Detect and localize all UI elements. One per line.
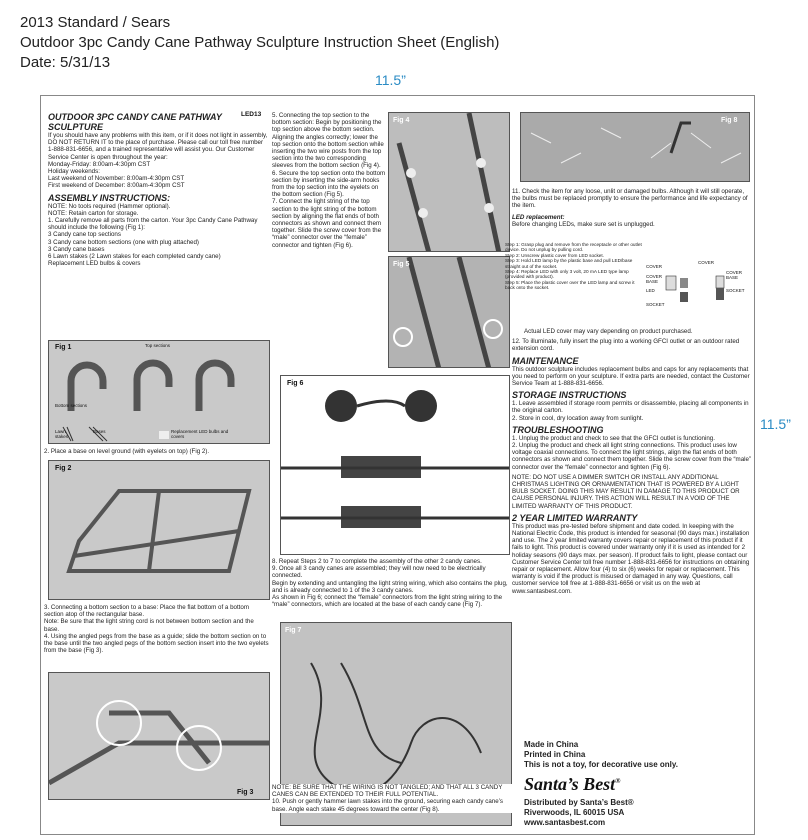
distributor-block bbox=[524, 798, 744, 828]
intro-text: If you should have any problems with this item, or if it does not light in assembly, DO NOT RETURN IT to the place of purchase. Please call our toll free number 1-888-831-6656, and a trained representative will assist you. Our Customer Service Center is open throughout the year: bbox=[48, 132, 268, 161]
fig6-label: Fig 6 bbox=[287, 380, 304, 387]
led-step-1: Step 1: Grasp plug and remove from the receptacle or other outlet device. Do not unplug by pulling cord. bbox=[505, 242, 642, 253]
step-9: 9. Once all 3 candy canes are assembled; they will now need to be electrically connected. bbox=[272, 565, 486, 580]
step-3: 3. Connecting a bottom section to a base: Place the flat bottom of a bottom section atop of the rectangular base. bbox=[44, 604, 249, 619]
step-2: 2. Place a base on level ground (with eyelets on top) (Fig 2). bbox=[44, 448, 210, 455]
step-12: 12. To illuminate, fully insert the plug into a working GFCI outlet or an outdoor rated extension cord. bbox=[512, 338, 740, 353]
hours-3: Last weekend of November: 8:00am-4:30pm CST bbox=[48, 175, 185, 183]
step-7: 7. Connect the light string of the top section to the light string of the bottom section by aligning the flat ends of both connectors as shown and connect them together. Slide the screw cover from the “male” connector over the “female” connector and tighten (Fig 6). bbox=[272, 198, 382, 249]
assembly-heading: ASSEMBLY INSTRUCTIONS: bbox=[48, 192, 171, 203]
step-10: 10. Push or gently hammer lawn stakes into the ground, securing each candy cane’s base. Angle each stake 45 degrees toward the center (Fig 8). bbox=[272, 798, 504, 813]
fig4-label: Fig 4 bbox=[393, 117, 410, 124]
brand-registered: ® bbox=[615, 777, 621, 785]
diag-socket-label-2: SOCKET bbox=[726, 288, 745, 293]
led-step-3: Step 3: Hold LED lamp by the plastic base and pull LED/base straight out of the socket. bbox=[505, 258, 633, 269]
fig2-label: Fig 2 bbox=[55, 465, 72, 472]
figure-2 bbox=[48, 460, 270, 600]
steps-3-4-block bbox=[44, 604, 270, 654]
led-heading: LED replacement: bbox=[512, 213, 565, 221]
fig5-illustration bbox=[389, 257, 510, 368]
hours-2: Holiday weekends: bbox=[48, 168, 100, 176]
hours-1: Monday-Friday: 8:00am-4:30pm CST bbox=[48, 160, 151, 168]
fig1-lawn-stakes: Lawn stakes bbox=[55, 429, 69, 439]
warranty-text: This product was pre-tested before shipment and date coded. In keeping with the National Electric Code, this product is intended for seasonal (90 days max.) installation and use. The 2 year limited warranty covers repair or replacement of this product if it fails to light. This product is covered under warranty only if it is used as intended for 2 holiday seasons (90 days max. per season). If product fails to light, please contact our Customer Service Center toll free number 1-888-831-6656 for instructions on obtaining repair or replacement. Allow four (4) to six (6) weeks for repair or replacement. This warranty is void if the product is misused or damaged in any way. Questions, call customer service toll free at 1-888-831-6656 or visit us on the web at www.santasbest.com. bbox=[512, 522, 750, 595]
step-2-block bbox=[44, 448, 270, 455]
led-steps bbox=[505, 242, 645, 291]
width-dimension-label: 11.5” bbox=[375, 72, 406, 88]
troubleshooting-1: 1. Unplug the product and check to see that the GFCI outlet is functioning. bbox=[512, 434, 715, 442]
step-3-note: Note: Be sure that the light string cord is not between bottom section and the base. bbox=[44, 618, 254, 633]
item-2: 3 Candy cane bottom sections (one with plug attached) bbox=[48, 238, 199, 246]
steps-8-9-block bbox=[272, 558, 512, 608]
candy-cane-shape bbox=[137, 363, 169, 411]
led-step-4: Step 4: Replace LED with only 3 volt, 20 mA LED type lamp (provided with product). bbox=[505, 269, 629, 280]
fig2-illustration bbox=[49, 461, 270, 600]
fig1-label: Fig 1 bbox=[55, 344, 72, 351]
title-line2: SCULPTURE bbox=[48, 122, 104, 132]
column-3-step11 bbox=[512, 188, 752, 228]
hours-4: First weekend of December: 8:00am-4:30pm CST bbox=[48, 182, 185, 190]
not-toy-notice: This is not a toy, for decorative use only. bbox=[524, 760, 678, 769]
led-step-5: Step 5: Place the plastic cover over the LED lamp and screw it back onto the socket. bbox=[505, 279, 635, 291]
storage-1: 1. Leave assembled if storage room permits or disassemble, placing all components in the original carton. bbox=[512, 400, 749, 415]
troubleshooting-heading: TROUBLESHOOTING bbox=[512, 424, 604, 435]
item-1: 3 Candy cane top sections bbox=[48, 231, 121, 239]
figure-5 bbox=[388, 256, 510, 368]
warranty-heading: 2 YEAR LIMITED WARRANTY bbox=[512, 512, 638, 523]
candy-cane-shape bbox=[199, 363, 231, 411]
figure-4 bbox=[388, 112, 510, 252]
diag-cover-base-label-2: COVER BASE bbox=[726, 270, 743, 280]
note-1: NOTE: No tools required (Hammer optional). bbox=[48, 202, 171, 210]
fig8-illustration bbox=[521, 113, 750, 182]
distributor-address: Riverwoods, IL 60015 USA bbox=[524, 808, 625, 817]
figure-3 bbox=[48, 672, 270, 800]
fig5-label: Fig 5 bbox=[393, 261, 410, 268]
note-2: NOTE: Retain carton for storage. bbox=[48, 209, 139, 217]
led-diagram bbox=[646, 256, 751, 316]
figure-8 bbox=[520, 112, 750, 182]
diag-cover-label-2: COVER bbox=[698, 260, 715, 265]
led-step-2: Step 2: Unscrew plastic cover from LED socket. bbox=[505, 252, 604, 258]
made-in-china: Made in China bbox=[524, 740, 579, 749]
figure-1 bbox=[48, 340, 270, 444]
dimmer-note: NOTE: DO NOT USE A DIMMER SWITCH OR INSTALL ANY ADDITIONAL CHRISTMAS LIGHTING OR ORNAMENTATION THAT IS POWERED BY A LIGHT BULB SOCKET. DOING THIS MAY RESULT IN DAMAGE TO THIS PRODUCT OR CAUSE PERSONAL INJURY. THIS ACTION WILL RESULT IN A VOID OF THE LIMITED WARRANTY OF THIS PRODUCT. bbox=[512, 473, 740, 510]
doc-header-line2: Outdoor 3pc Candy Cane Pathway Sculpture Instruction Sheet (English) bbox=[20, 34, 500, 51]
model-number: LED13 bbox=[241, 111, 262, 118]
fig1-replacement-bulbs: Replacement LED bulbs and covers bbox=[171, 429, 229, 439]
diag-cover-label: COVER bbox=[646, 264, 663, 269]
item-4: 6 Lawn stakes (2 Lawn stakes for each completed candy cane) bbox=[48, 253, 221, 261]
title-line1: OUTDOOR 3PC CANDY CANE PATHWAY bbox=[48, 112, 222, 122]
maintenance-text: This outdoor sculpture includes replacement bulbs and caps for any replacements that you need to perform on your sculpture. If extra parts are needed, contact the Customer Service Team at 1-888-831-6656. bbox=[512, 365, 750, 388]
step-9c: As shown in Fig 6; connect the “female” connectors from the light string wiring to the “male” connectors, which are located at the base of each candy cane (Fig 7). bbox=[272, 594, 503, 609]
actual-led-note: Actual LED cover may vary depending on product purchased. bbox=[524, 328, 693, 335]
figure-6 bbox=[280, 375, 510, 555]
fig7-label: Fig 7 bbox=[285, 627, 302, 634]
printed-in-china: Printed in China bbox=[524, 750, 586, 759]
doc-header-line3: Date: 5/31/13 bbox=[20, 54, 111, 71]
storage-heading: STORAGE INSTRUCTIONS bbox=[512, 390, 627, 401]
led-sub: Before changing LEDs, make sure set is unplugged. bbox=[512, 220, 655, 228]
diag-socket-label: SOCKET bbox=[646, 302, 665, 307]
fig3-label: Fig 3 bbox=[237, 789, 254, 796]
step-5: 5. Connecting the top section to the bottom section: Begin by positioning the top section above the bottom section. Aligning the angles correctly; lower the top section onto the bottom section while inserting the two wire posts from the top section into the two corresponding sleeves from the bottom section (Fig 4). bbox=[272, 112, 384, 170]
step-9b: Begin by extending and untangling the light string wiring, which also contains the plug, and is already connected to 1 of the 3 candy canes. bbox=[272, 579, 508, 594]
step-11: 11. Check the item for any loose, unlit or damaged bulbs. Although it will still operate, the bulbs must be replaced promptly to ensure the performance and life expectancy of the item. bbox=[512, 188, 748, 210]
distributor-website: www.santasbest.com bbox=[524, 818, 606, 827]
made-block bbox=[524, 740, 744, 770]
fig8-label: Fig 8 bbox=[721, 117, 738, 124]
fig1-bottom-sections: Bottom sections bbox=[55, 403, 88, 408]
troubleshooting-2: 2. Unplug the product and check all light string connections. This product uses low voltage coaxial connections. To connect the light strings, align the flat ends of both connectors as shown and connect them together. Slide the screw cover from the “male” connector over the “female” connector and tighten (Fig 6). bbox=[512, 442, 752, 471]
step-6: 6. Secure the top section onto the bottom section by inserting the side-arm hooks from the top section into the eyelets on the bottom section (Fig 5). bbox=[272, 169, 386, 199]
item-3: 3 Candy cane bases bbox=[48, 245, 105, 253]
brand-logo bbox=[524, 774, 620, 795]
step-4: 4. Using the angled pegs from the base as a guide; slide the bottom section on to the base until the two angled pegs of the bottom section insert into the two eyelets from the base (Fig 3). bbox=[44, 632, 269, 655]
diag-cover-base-label: COVER BASE bbox=[646, 274, 663, 284]
doc-header-line1: 2013 Standard / Sears bbox=[20, 14, 171, 31]
maintenance-heading: MAINTENANCE bbox=[512, 355, 579, 366]
tangle-note: NOTE: BE SURE THAT THE WIRING IS NOT TANGLED; AND THAT ALL 3 CANDY CANES CAN BE EXTENDED TO THEIR FULL POTENTIAL. bbox=[272, 784, 503, 799]
fig3-illustration bbox=[49, 673, 270, 800]
column-1 bbox=[48, 112, 270, 267]
fig4-illustration bbox=[389, 113, 510, 252]
step-8: 8. Repeat Steps 2 to 7 to complete the assembly of the other 2 candy canes. bbox=[272, 558, 482, 565]
item-5: Replacement LED bulbs & covers bbox=[48, 260, 141, 268]
column-3-main bbox=[512, 328, 752, 595]
fig6-illustration bbox=[281, 376, 510, 555]
distributed-by: Distributed by Santa’s Best® bbox=[524, 798, 634, 807]
storage-2: 2. Store in cool, dry location away from sunlight. bbox=[512, 414, 644, 422]
fig1-top-sections: Top sections bbox=[145, 343, 171, 348]
height-dimension-label: 11.5” bbox=[760, 416, 791, 432]
column-2-top bbox=[272, 112, 386, 249]
step-1: 1. Carefully remove all parts from the carton. Your 3pc Candy Cane Pathway should include the following (Fig 1): bbox=[48, 217, 258, 232]
diag-led-label: LED bbox=[646, 288, 655, 293]
fig1-illustration bbox=[49, 341, 270, 444]
brand-name: Santa’s Best bbox=[524, 774, 616, 794]
steps-10-block bbox=[272, 784, 512, 813]
fig1-bases: Bases bbox=[93, 429, 106, 434]
